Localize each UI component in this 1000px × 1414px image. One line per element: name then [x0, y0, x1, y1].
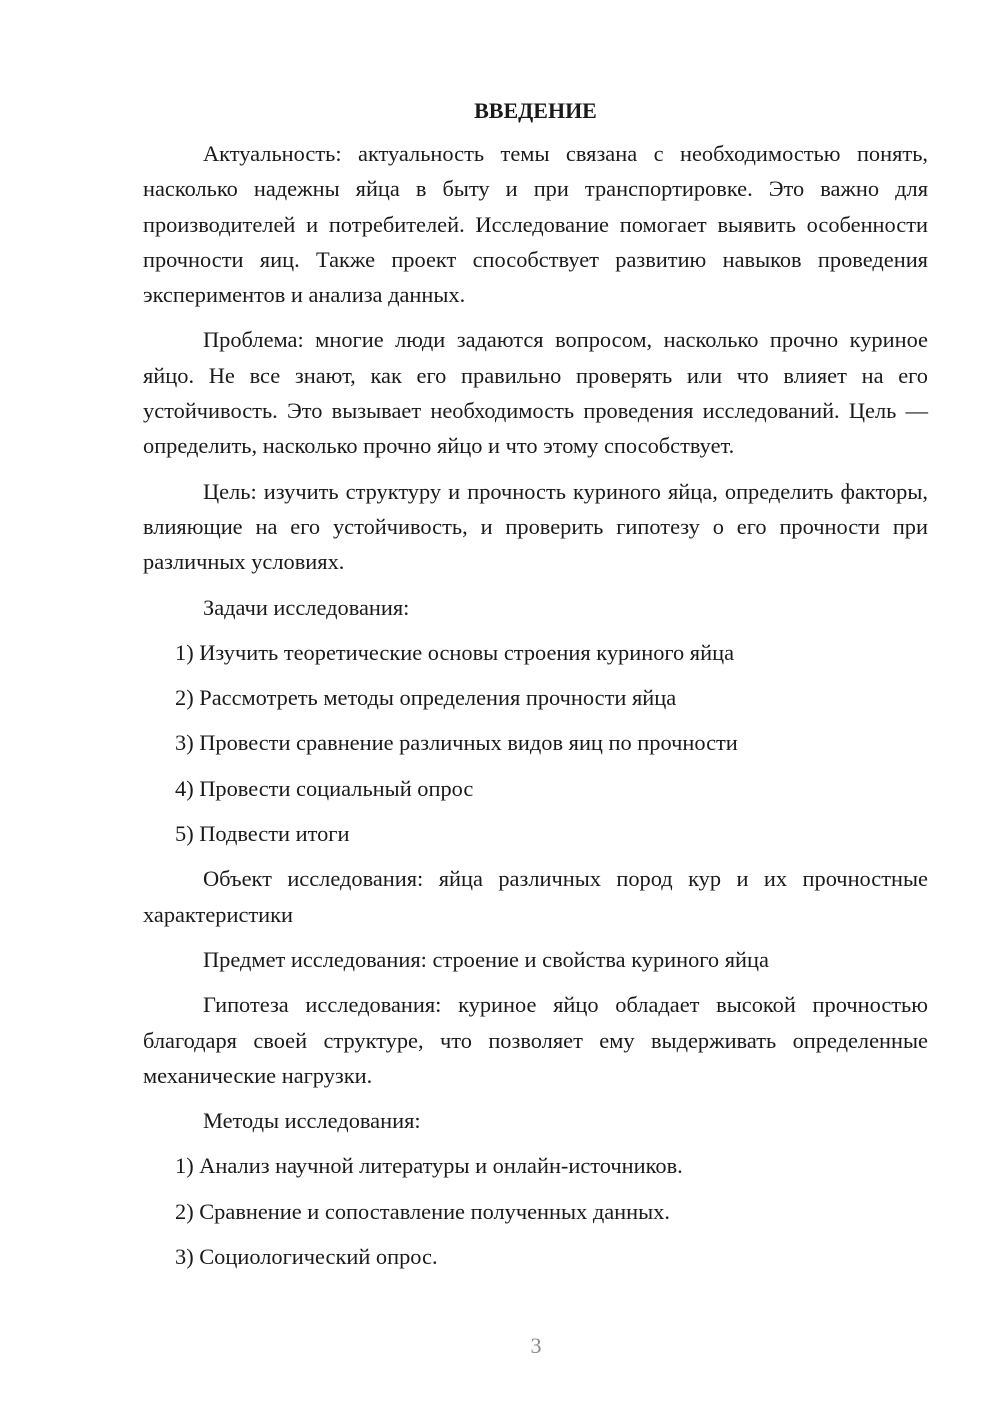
method-item: 1) Анализ научной литературы и онлайн-источников. [175, 1153, 683, 1179]
document-body [143, 96, 928, 1284]
task-item: 3) Провести сравнение различных видов яиц по прочности [175, 730, 738, 756]
problem-paragraph: Проблема: многие люди задаются вопросом, насколько прочно куриное яйцо. Не все знают, как его правильно проверять или что влияет на его устойчивость. Это вызывает необходимость проведения исследований. Цель — определить, насколько прочно яйцо и что этому способствует. [143, 327, 928, 459]
page-number: 3 [530, 1333, 542, 1358]
task-item: 4) Провести социальный опрос [175, 775, 474, 801]
object-paragraph: Объект исследования: яйца различных пород кур и их прочностные характеристики [143, 866, 928, 927]
methods-list [143, 1148, 928, 1274]
goal-paragraph: Цель: изучить структуру и прочность куриного яйца, определить факторы, влияющие на его устойчивость, и проверить гипотезу о его прочности при различных условиях. [143, 478, 928, 575]
tasks-heading: Задачи исследования: [203, 594, 410, 620]
relevance-paragraph: Актуальность: актуальность темы связана с необходимостью понять, насколько надежны яйца в быту и при транспортировке. Это важно для производителей и потребителей. Исследование помогает выявить особенности прочности яиц. Также проект способствует развитию навыков проведения экспериментов и анализа данных. [143, 141, 928, 308]
method-item: 3) Социологический опрос. [175, 1244, 438, 1270]
tasks-list [143, 635, 928, 851]
method-item: 2) Сравнение и сопоставление полученных данных. [175, 1198, 670, 1224]
hypothesis-paragraph: Гипотеза исследования: куриное яйцо обладает высокой прочностью благодаря своей структуре, что позволяет ему выдерживать определенные механические нагрузки. [143, 992, 928, 1088]
page-title: ВВЕДЕНИЕ [474, 98, 597, 123]
methods-heading: Методы исследования: [203, 1108, 421, 1134]
subject-paragraph: Предмет исследования: строение и свойства куриного яйца [203, 946, 769, 972]
task-item: 5) Подвести итоги [175, 821, 350, 847]
task-item: 2) Рассмотреть методы определения прочности яйца [175, 685, 677, 711]
task-item: 1) Изучить теоретические основы строения куриного яйца [175, 639, 735, 665]
